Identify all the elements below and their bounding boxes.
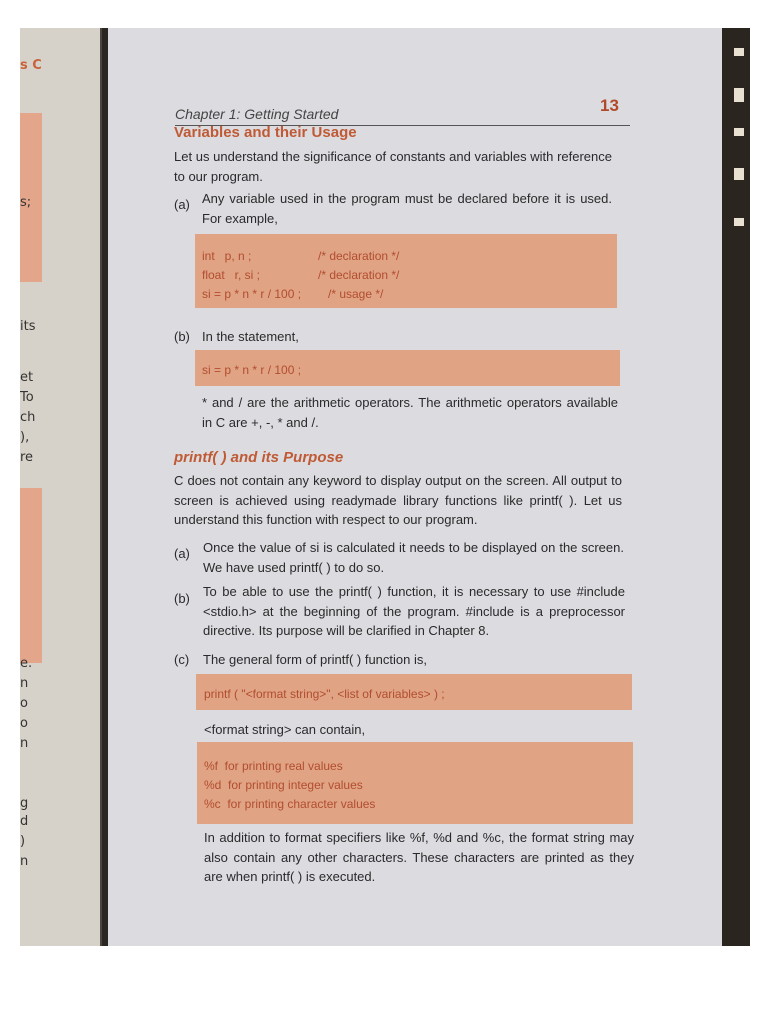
left-page-highlight	[20, 222, 42, 282]
item-label: (b)	[174, 329, 190, 344]
left-page-text: its	[20, 319, 36, 334]
code-line: si = p * n * r / 100 ;	[202, 287, 302, 301]
spine-mark	[734, 88, 744, 102]
code-line: %f for printing real values	[204, 759, 343, 773]
spine-mark	[734, 218, 744, 226]
left-page-text: o	[20, 716, 28, 731]
format-string-caption: <format string> can contain,	[204, 722, 366, 737]
left-page-text: o	[20, 696, 28, 711]
code-line: %d for printing integer values	[204, 778, 363, 792]
arithmetic-operators-text: * and / are the arithmetic operators. The arithmetic operators available in C are +, -, * and /.	[202, 395, 618, 430]
code-line: float r, si ;	[202, 268, 261, 282]
left-page-text: s;	[20, 195, 32, 210]
page-number: 13	[600, 96, 619, 115]
left-page-text: et	[20, 370, 34, 385]
item-label: (c)	[174, 652, 190, 667]
left-page-text: n	[20, 676, 29, 691]
code-comment: /* declaration */	[318, 249, 400, 263]
spine-mark	[734, 48, 744, 56]
left-page-text: )	[20, 834, 26, 849]
left-page-highlight	[20, 488, 42, 663]
section-heading-variables: Variables and their Usage	[174, 124, 357, 141]
left-page-text: n	[20, 736, 29, 751]
chapter-title: Chapter 1: Getting Started	[175, 106, 339, 122]
section1-intro: Let us understand the significance of constants and variables with reference to our program.	[174, 149, 612, 184]
spine-mark	[734, 128, 744, 136]
book-photo	[20, 28, 750, 946]
item-label: (a)	[174, 546, 190, 561]
left-page-text: ch	[20, 410, 36, 425]
spine-mark	[734, 168, 744, 180]
left-page-text: ),	[20, 430, 30, 445]
left-page-text: g	[20, 796, 29, 811]
book-spine-edge	[722, 28, 750, 946]
code-comment: /* usage */	[328, 287, 384, 301]
section2-closing: In addition to format specifiers like %f, %d and %c, the format string may also contain any other characters. These characters are printed as they are when printf( ) is executed.	[204, 830, 634, 884]
code-comment: /* declaration */	[318, 268, 400, 282]
left-page-text: e.	[20, 656, 33, 671]
left-page-text: n	[20, 854, 29, 869]
item-text: To be able to use the printf( ) function, it is necessary to use #include <stdio.h> at the beginning of the program. #include is a preprocessor directive. Its purpose will be clarified in Chapter 8.	[203, 584, 625, 638]
item-label: (a)	[174, 197, 190, 212]
left-page-text: To	[20, 390, 34, 405]
left-page-text: s C	[20, 58, 42, 73]
item-text: The general form of printf( ) function is,	[203, 652, 427, 667]
item-text: Once the value of si is calculated it needs to be displayed on the screen. We have used printf( ) to do so.	[203, 540, 624, 575]
code-line: int p, n ;	[202, 249, 252, 263]
left-page-edge	[20, 28, 102, 946]
code-line: %c for printing character values	[204, 797, 376, 811]
code-line: printf ( "<format string>", <list of variables> ) ;	[204, 687, 445, 701]
left-page-text: re	[20, 450, 34, 465]
item-a-text: Any variable used in the program must be declared before it is used. For example,	[202, 191, 612, 226]
item-b-text: In the statement,	[202, 329, 299, 344]
left-page-text: d	[20, 814, 29, 829]
code-line: si = p * n * r / 100 ;	[202, 363, 302, 377]
section2-intro: C does not contain any keyword to display output on the screen. All output to screen is achieved using readymade library functions like printf( ). Let us understand this function with respect to our program.	[174, 473, 622, 527]
item-label: (b)	[174, 591, 190, 606]
left-page-highlight	[20, 113, 42, 233]
section-heading-printf: printf( ) and its Purpose	[174, 449, 344, 466]
